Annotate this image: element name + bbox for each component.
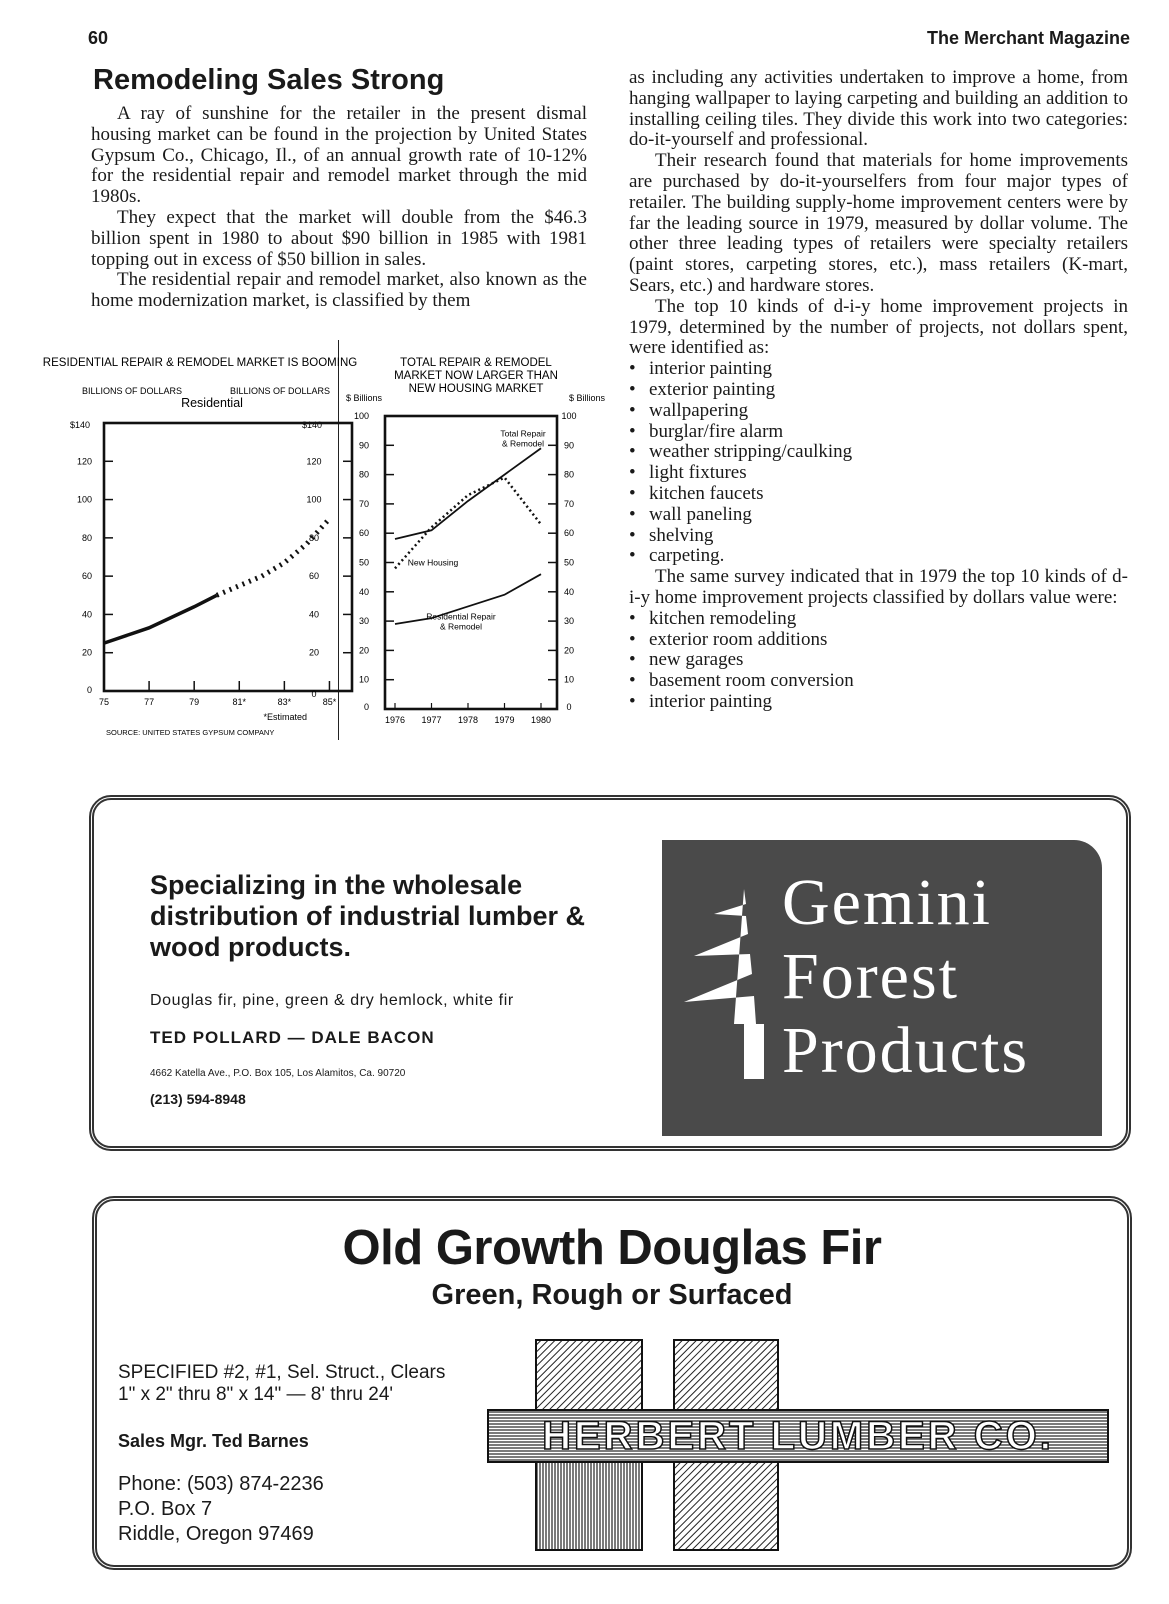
- axis-label-right: $ Billions: [568, 393, 605, 403]
- list-item: • exterior painting: [629, 380, 1128, 401]
- lumber-post-bottom-left: [536, 1462, 642, 1550]
- ytick-label: 100: [306, 494, 322, 505]
- ytick-label: 40: [563, 586, 575, 597]
- right-column: [629, 68, 1128, 713]
- ad-herbert-sales-mgr: Sales Mgr. Ted Barnes: [118, 1431, 309, 1451]
- ytick-label: 80: [563, 469, 575, 480]
- ad-herbert-contact: [118, 1472, 324, 1547]
- paragraph: A ray of sunshine for the retailer in the present dismal housing market can be found in the projection by United States Gypsum Co., Chicago, Il., of an annual growth rate of 10-12% for the residential repair and remodel market through the mid 1980s.: [91, 103, 587, 208]
- list-item: • kitchen remodeling: [629, 609, 1128, 630]
- list-item: • light fixtures: [629, 463, 1128, 484]
- ytick-label: 0: [363, 702, 369, 712]
- logo-line: Forest: [782, 940, 959, 1013]
- ytick-label: 100: [561, 411, 577, 421]
- logo-text: HERBERT LUMBER CO.: [542, 1414, 1054, 1458]
- xtick-label: 81*: [232, 697, 247, 707]
- ytick-label: 120: [306, 456, 322, 467]
- ytick-label: 60: [358, 528, 369, 539]
- axis-label-right: BILLIONS OF DOLLARS: [229, 386, 330, 396]
- ad-gemini-address: 4662 Katella Ave., P.O. Box 105, Los Alamitos, Ca. 90720: [150, 1068, 406, 1079]
- chart-title: RESIDENTIAL REPAIR & REMODEL MARKET IS BOOMING: [42, 357, 358, 369]
- ytick-top-left: $140: [70, 420, 91, 430]
- city: Riddle, Oregon 97469: [118, 1523, 314, 1545]
- list-item: • wall paneling: [629, 505, 1128, 526]
- ytick-label: 40: [308, 609, 320, 620]
- chart-residential: [42, 350, 358, 740]
- tree-icon: [684, 884, 779, 1084]
- xtick-label: 1980: [530, 715, 552, 725]
- ytick-label: 20: [308, 647, 320, 658]
- herbert-logo: [488, 1336, 1108, 1556]
- ytick-label: 60: [308, 571, 320, 582]
- series-line: [217, 519, 330, 596]
- ytick-label: 40: [81, 609, 92, 620]
- list-item: • weather stripping/caulking: [629, 442, 1128, 463]
- list-item: • basement room conversion: [629, 671, 1128, 692]
- lumber-post-top-left: [536, 1340, 642, 1410]
- list-item: • interior painting: [629, 692, 1128, 713]
- paragraph: Their research found that materials for home improvements are purchased by do-it-yourselfers from four major types of retailer. The building supply-home improvement centers were by far the leading source in 1979, measured by dollar volume. The other three leading types of retailers were specialty retailers (paint stores, carpeting stores, etc.), mass retailers (K-mart, Sears, etc.) and hardware stores.: [629, 150, 1128, 296]
- ytick-top-right: $140: [302, 420, 323, 430]
- chart-source: SOURCE: UNITED STATES GYPSUM COMPANY: [106, 728, 275, 737]
- series-line: [395, 448, 541, 539]
- xtick-label: 79: [189, 697, 200, 707]
- ytick-label: 0: [566, 702, 572, 712]
- xtick-label: 1979: [494, 715, 515, 725]
- xtick-label: 75: [98, 697, 110, 707]
- paragraph: The same survey indicated that in 1979 the top 10 kinds of d-i-y home improvement projects classified by dollars value were:: [629, 566, 1128, 608]
- list-item: • interior painting: [629, 359, 1128, 380]
- ytick-label: 80: [358, 469, 369, 480]
- ad-herbert-specs: [118, 1362, 445, 1406]
- spec-line: SPECIFIED #2, #1, Sel. Struct., Clears: [118, 1362, 446, 1383]
- ytick-label: 10: [358, 674, 369, 685]
- ytick-label: 50: [563, 557, 575, 568]
- series-line: [395, 478, 541, 569]
- ytick-label: 0: [311, 689, 317, 699]
- phone: Phone: (503) 874-2236: [118, 1473, 324, 1495]
- lumber-post-bottom-right: [674, 1462, 778, 1550]
- paragraph: The residential repair and remodel market, also known as the home modernization market, is classified by them: [91, 269, 587, 312]
- ytick-label: 80: [308, 532, 320, 543]
- ad-gemini-contacts: TED POLLARD — DALE BACON: [150, 1028, 435, 1047]
- ytick-label: 80: [81, 532, 92, 543]
- left-column: [91, 104, 587, 312]
- xtick-label: 77: [144, 697, 155, 707]
- ytick-label: 60: [81, 571, 92, 582]
- axis-label-left: BILLIONS OF DOLLARS: [82, 386, 183, 396]
- list-item: • new garages: [629, 650, 1128, 671]
- list-item: • carpeting.: [629, 546, 1128, 567]
- list-item: • wallpapering: [629, 401, 1128, 422]
- list-item: • exterior room additions: [629, 630, 1128, 651]
- ytick-label: 60: [563, 528, 575, 539]
- chart-title: TOTAL REPAIR & REMODEL MARKET NOW LARGER THAN NEW HOUSING MARKET: [394, 357, 558, 395]
- po-box: P.O. Box 7: [118, 1498, 213, 1520]
- xtick-label: 1977: [421, 715, 442, 725]
- xtick-label: 83*: [277, 697, 292, 707]
- ytick-label: 90: [563, 440, 575, 451]
- series-label: Residential: [181, 396, 243, 410]
- paragraph: as including any activities undertaken to improve a home, from hanging wallpaper to laying carpeting and building an addition to installing ceiling tiles. They divide this work into two categories: do-it-yourself and professional.: [629, 67, 1128, 151]
- list-item: • shelving: [629, 526, 1128, 547]
- series-line: [104, 595, 217, 643]
- column-rule: [338, 340, 339, 740]
- ytick-label: 90: [358, 440, 369, 451]
- page-number: 60: [88, 28, 109, 48]
- xtick-label: 85*: [322, 697, 337, 707]
- ytick-label: 20: [358, 645, 369, 656]
- ytick-label: 30: [358, 616, 369, 627]
- ytick-label: 40: [358, 586, 369, 597]
- list-item: • kitchen faucets: [629, 484, 1128, 505]
- paragraph: They expect that the market will double from the $46.3 billion spent in 1980 to about $90 billion in 1985 with 1981 topping out in excess of $50 billion in sales.: [91, 206, 587, 270]
- ytick-label: 0: [86, 685, 92, 695]
- ytick-label: 100: [353, 411, 369, 421]
- estimated-note: *Estimated: [263, 712, 307, 722]
- series-label: Total Repair & Remodel: [500, 428, 546, 449]
- ytick-label: 30: [563, 616, 575, 627]
- ytick-label: 70: [358, 498, 369, 509]
- ytick-label: 20: [563, 645, 575, 656]
- axis-label-left: $ Billions: [346, 393, 383, 403]
- paragraph: The top 10 kinds of d-i-y home improvement projects in 1979, determined by the number of projects, not dollars spent, were identified as:: [629, 295, 1128, 359]
- lumber-post-top-right: [674, 1340, 778, 1410]
- list-projects-by-count: [629, 359, 1128, 567]
- logo-line: Products: [782, 1014, 1029, 1087]
- gemini-logo-panel: [662, 840, 1102, 1136]
- list-item: • burglar/fire alarm: [629, 422, 1128, 443]
- ytick-label: 120: [76, 456, 92, 467]
- list-projects-by-dollars: [629, 609, 1128, 713]
- magazine-title: The Merchant Magazine: [926, 28, 1130, 48]
- ytick-label: 20: [81, 647, 92, 658]
- series-label: Residential Repair & Remodel: [426, 611, 496, 632]
- xtick-label: 1976: [384, 715, 406, 725]
- ad-herbert-subheadline: Green, Rough or Surfaced: [431, 1279, 793, 1311]
- ad-gemini-headline: Specializing in the wholesale distribution of industrial lumber & wood products.: [150, 870, 585, 962]
- ad-gemini-phone: (213) 594-8948: [150, 1091, 246, 1107]
- ytick-label: 70: [563, 498, 575, 509]
- ytick-label: 10: [563, 674, 575, 685]
- ytick-label: 50: [358, 557, 369, 568]
- article-headline: Remodeling Sales Strong: [93, 64, 445, 96]
- ad-gemini-products: Douglas fir, pine, green & dry hemlock, white fir: [150, 992, 514, 1009]
- chart-total-vs-new-housing: [343, 350, 613, 740]
- xtick-label: 1978: [457, 715, 479, 725]
- spec-line: 1" x 2" thru 8" x 14" — 8' thru 24': [118, 1384, 394, 1405]
- logo-line: Gemini: [782, 866, 992, 939]
- ytick-label: 100: [76, 494, 92, 505]
- ad-herbert-headline: Old Growth Douglas Fir: [342, 1221, 882, 1275]
- series-label: New Housing: [407, 557, 459, 568]
